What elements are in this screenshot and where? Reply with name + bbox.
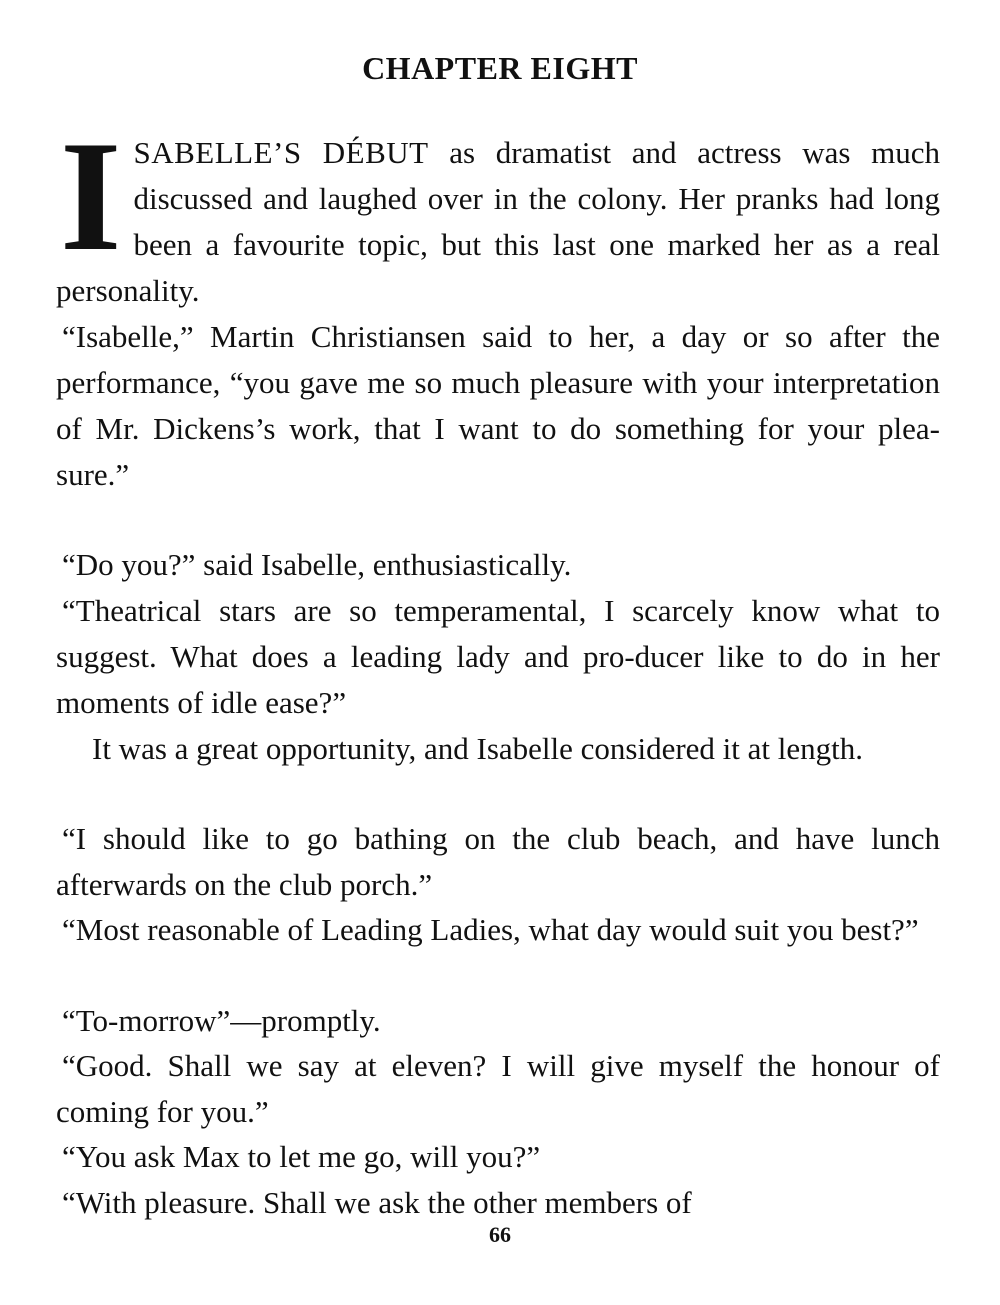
paragraph-5: It was a great opportunity, and Isabelle considered it at length. (92, 731, 864, 766)
paragraph-7: “Most reasonable of Leading Ladies, what day would suit you best?” (62, 912, 919, 947)
page-number: 66 (489, 1222, 511, 1247)
paragraph-1-lead: SABELLE’S DÉBUT (133, 135, 429, 170)
paragraph-8: “To-morrow”—promptly. (62, 1003, 381, 1038)
paragraph-4: “Theatrical stars are so temperamental, I scarcely know what to suggest. What does a leading lady and pro-ducer like to do in her moments of idle ease?” (56, 593, 940, 720)
drop-cap: I (60, 109, 122, 284)
paragraph-9: “Good. Shall we say at eleven? I will give myself the honour of coming for you.” (56, 1048, 940, 1129)
paragraph-3: “Do you?” said Isabelle, enthusiastically. (62, 547, 572, 582)
paragraph-1 (56, 109, 940, 314)
paragraph-1-text: as dramatist and actress was much discussed and laughed over in the colony. Her pranks had long been a favourite topic, but this last one marked her as a real personality. (56, 135, 940, 308)
chapter-title: CHAPTER EIGHT (362, 50, 638, 86)
paragraph-10: “You ask Max to let me go, will you?” (62, 1139, 541, 1174)
paragraph-11: “With pleasure. Shall we ask the other members of (62, 1185, 692, 1220)
paragraph-2: “Isabelle,” Martin Christiansen said to her, a day or so after the performance, “you gave me so much pleasure with your interpretation of Mr. Dickens’s work, that I want to do something for your plea-sure.” (56, 319, 940, 492)
paragraph-6: “I should like to go bathing on the club beach, and have lunch afterwards on the club porch.” (56, 821, 940, 902)
